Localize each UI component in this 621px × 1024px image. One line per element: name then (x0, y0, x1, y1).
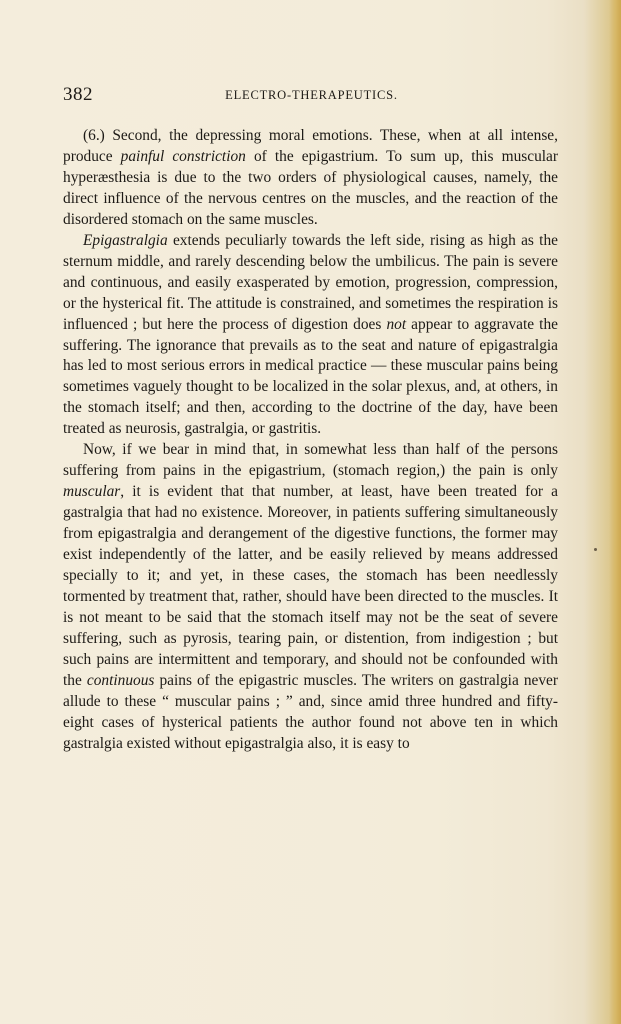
emphasis-painful-constriction: painful constriction (120, 147, 246, 165)
paragraph-1-text: (6.) Second, the depressing moral emotions. These, when at all intense, produce (63, 127, 558, 165)
page-header (63, 84, 560, 106)
emphasis-muscular: muscular (63, 483, 121, 501)
paragraph-2-text-cont: appear to aggravate the suffering. The ignorance that prevails as to the seat and nature of epigastralgia has led to most serious errors in medical practice — these muscular pains being sometimes vaguely thought to be localized in the solar plexus, and, at others, in the stomach itself; and then, according to the doctrine of the day, have been treated as neurosis, gastralgia, or gastritis. (63, 315, 558, 438)
page-edge-shading (609, 0, 621, 1024)
emphasis-continuous: continuous (86, 671, 155, 689)
page-speck (594, 548, 597, 551)
body-text (63, 126, 558, 755)
paragraph-3 (63, 440, 558, 754)
page-number: 382 (63, 84, 93, 105)
paragraph-1-text-cont: of the epigastrium. To sum up, this muscular hyperæsthesia is due to the two orders of physiological causes, namely, the direct influence of the nervous centres on the muscles, and the reaction of the disordered stomach on the same muscles. (63, 147, 559, 228)
paragraph-2-text: extends peculiarly towards the left side, rising as high as the sternum middle, and rarely descending below the umbilicus. The pain is severe and continuous, and easily exasperated by emotion, progression, compression, or the hysterical fit. The attitude is constrained, and sometimes the respiration is influenced ; but here the process of digestion does (63, 231, 558, 333)
emphasis-epigastralgia: Epigastralgia (83, 231, 168, 249)
emphasis-not: not (386, 315, 407, 333)
paragraph-2 (63, 231, 558, 441)
running-head: ELECTRO-THERAPEUTICS. (225, 88, 398, 102)
paragraph-3-text-cont: , it is evident that that number, at least, have been treated for a gastralgia that had no existence. Moreover, in patients suffering simultaneously from epigastralgia and derangement of the digestive functions, the former may exist independently of the latter, and be easily relieved by means addressed specially to it; and yet, in these cases, the stomach has been needlessly tormented by treatment that, rather, should have been directed to the muscles. It is not meant to be said that the stomach itself may not be the seat of severe suffering, such as pyrosis, tearing pain, or distention, from indigestion ; but such pains are intermittent and temporary, and should not be confounded with the (63, 483, 558, 689)
paragraph-3-text-end: pains of the epigastric muscles. The writers on gastralgia never allude to these “ muscular pains ; ” and, since amid three hundred and fifty-eight cases of hysterical patients the author found not above ten in which gastralgia existed without epigastralgia also, it is easy to (63, 671, 558, 752)
paragraph-1 (63, 126, 558, 231)
paragraph-3-text: Now, if we bear in mind that, in somewhat less than half of the persons suffering from pains in the epigastrium, (stomach region,) the pain is only (63, 441, 558, 480)
